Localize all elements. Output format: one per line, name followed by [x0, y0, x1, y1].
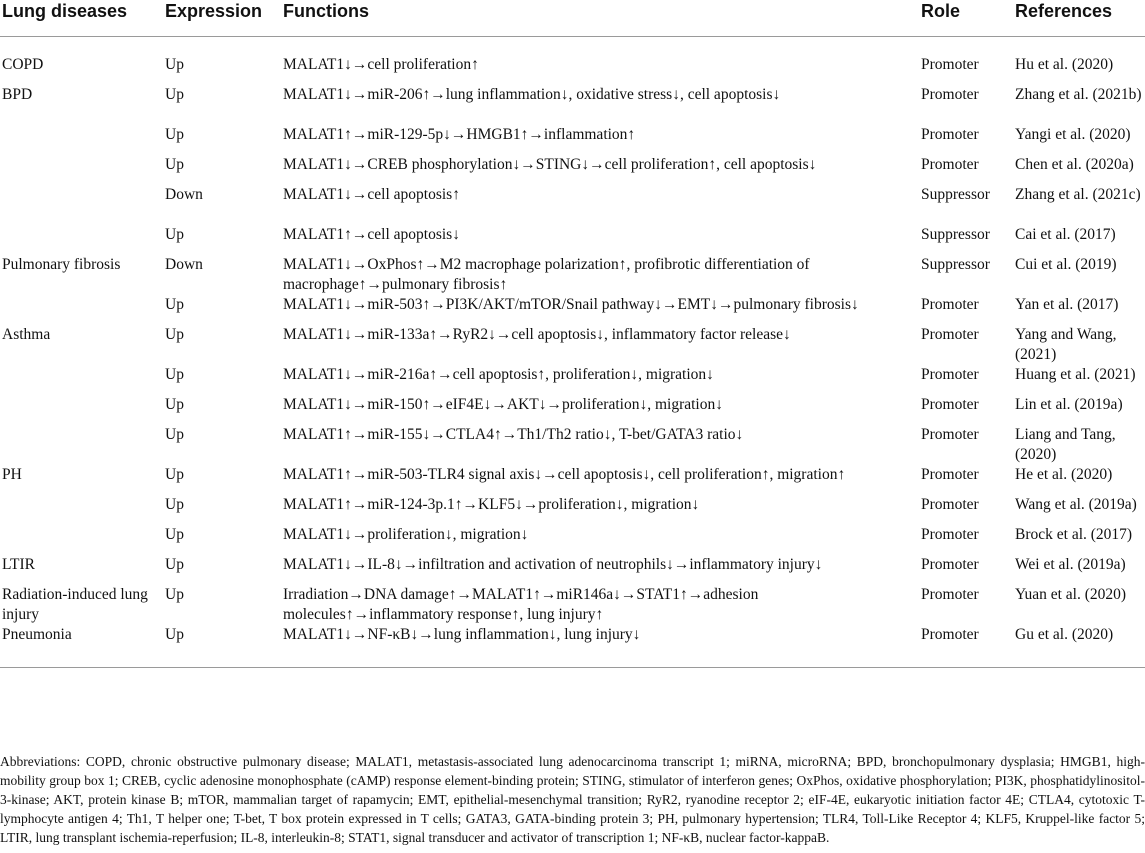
cell-lung-disease: Asthma [2, 326, 51, 343]
table-row [0, 555, 1145, 585]
cell-expression: Up [165, 156, 184, 173]
cell-reference: Lin et al. (2019a) [1015, 396, 1123, 413]
cell-functions: MALAT1↓→CREB phosphorylation↓→STING↓→cell proliferation↑, cell apoptosis↓ [283, 156, 817, 173]
cell-reference: Chen et al. (2020a) [1015, 156, 1134, 173]
cell-role: Promoter [921, 326, 979, 343]
cell-role: Promoter [921, 56, 979, 73]
cell-expression: Up [165, 526, 184, 543]
cell-role: Promoter [921, 466, 979, 483]
table-row [0, 425, 1145, 465]
cell-role: Promoter [921, 366, 979, 383]
header-references: References [1015, 1, 1113, 21]
cell-expression: Up [165, 86, 184, 103]
cell-reference: Yuan et al. (2020) [1015, 586, 1127, 603]
cell-reference: Zhang et al. (2021c) [1015, 186, 1141, 203]
table-row [0, 585, 1145, 625]
header-lung-diseases: Lung diseases [2, 1, 128, 21]
cell-lung-disease [0, 185, 163, 225]
cell-role: Suppressor [921, 186, 990, 203]
cell-reference: Yan et al. (2017) [1015, 296, 1119, 313]
cell-functions: MALAT1↓→cell proliferation↑ [283, 56, 479, 73]
cell-role: Promoter [921, 586, 979, 603]
cell-role: Promoter [921, 296, 979, 313]
table-row [0, 325, 1145, 365]
cell-expression: Up [165, 126, 184, 143]
cell-lung-disease: LTIR [2, 556, 36, 573]
cell-functions: MALAT1↑→cell apoptosis↓ [283, 226, 460, 243]
cell-functions: MALAT1↓→miR-206↑→lung inflammation↓, oxidative stress↓, cell apoptosis↓ [283, 86, 781, 103]
cell-functions: MALAT1↑→miR-129-5p↓→HMGB1↑→inflammation↑ [283, 126, 636, 143]
table-row [0, 465, 1145, 495]
cell-expression: Up [165, 366, 184, 383]
cell-role: Promoter [921, 126, 979, 143]
cell-reference: Cai et al. (2017) [1015, 226, 1116, 243]
cell-expression: Down [165, 186, 203, 203]
cell-lung-disease [0, 225, 163, 255]
cell-lung-disease: BPD [2, 86, 33, 103]
cell-expression: Up [165, 586, 184, 603]
cell-reference: Gu et al. (2020) [1015, 626, 1114, 643]
cell-expression: Up [165, 296, 184, 313]
table-row [0, 185, 1145, 225]
header-functions: Functions [283, 1, 369, 21]
table-row [0, 295, 1145, 325]
cell-expression: Up [165, 326, 184, 343]
cell-reference: Wei et al. (2019a) [1015, 556, 1126, 573]
table-row [0, 495, 1145, 525]
cell-reference: Brock et al. (2017) [1015, 526, 1133, 543]
cell-reference: Yangi et al. (2020) [1015, 126, 1131, 143]
table-row [0, 625, 1145, 668]
table-row [0, 365, 1145, 395]
cell-expression: Up [165, 626, 184, 643]
cell-reference: Yang and Wang, (2021) [1015, 326, 1117, 363]
cell-expression: Up [165, 466, 184, 483]
cell-role: Promoter [921, 526, 979, 543]
cell-functions: MALAT1↑→miR-155↓→CTLA4↑→Th1/Th2 ratio↓, T-bet/GATA3 ratio↓ [283, 426, 744, 443]
cell-role: Promoter [921, 556, 979, 573]
cell-lung-disease: COPD [2, 56, 44, 73]
cell-role: Promoter [921, 426, 979, 443]
cell-role: Suppressor [921, 226, 990, 243]
table-row [0, 37, 1145, 86]
table-header [0, 0, 1145, 37]
cell-reference: Liang and Tang, (2020) [1015, 426, 1116, 463]
table-row [0, 225, 1145, 255]
cell-lung-disease [0, 395, 163, 425]
cell-lung-disease [0, 525, 163, 555]
cell-expression: Up [165, 396, 184, 413]
cell-lung-disease: PH [2, 466, 22, 483]
cell-lung-disease: Pulmonary fibrosis [2, 256, 121, 273]
cell-lung-disease [0, 365, 163, 395]
abbreviations-footnote: Abbreviations: COPD, chronic obstructive pulmonary disease; MALAT1, metastasis-associated lung adenocarcinoma transcript 1; miRNA, microRNA; BPD, bronchopulmonary dysplasia; HMGB1, high-mobility group box 1; CREB, cyclic adenosine monophosphate (cAMP) response element-binding protein; STING, stimulator of interferon genes; OxPhos, oxidative phosphorylation; PI3K, phosphatidylinositol-3-kinase; AKT, protein kinase B; mTOR, mammalian target of rapamycin; EMT, epithelial-mesenchymal transition; RyR2, ryanodine receptor 2; eIF-4E, eukaryotic initiation factor 4E; CTLA4, cytotoxic T-lymphocyte antigen 4; Th1, T helper one; T-bet, T box protein expressed in T cells; GATA3, GATA-binding protein 3; PH, pulmonary hypertension; TLR4, Toll-Like Receptor 4; KLF5, Kruppel-like factor 5; LTIR, lung transplant ischemia-reperfusion; IL-8, interleukin-8; STAT1, signal transducer and activator of transcription 1; NF-κB, nuclear factor-kappaB. [0, 754, 1145, 845]
cell-reference: Zhang et al. (2021b) [1015, 86, 1142, 103]
cell-reference: He et al. (2020) [1015, 466, 1113, 483]
table-row [0, 255, 1145, 295]
header-row [0, 0, 1145, 37]
table-body [0, 37, 1145, 668]
cell-role: Promoter [921, 86, 979, 103]
cell-lung-disease [0, 155, 163, 185]
cell-reference: Wang et al. (2019a) [1015, 496, 1137, 513]
table-row [0, 85, 1145, 125]
cell-lung-disease [0, 425, 163, 465]
cell-lung-disease [0, 125, 163, 155]
cell-expression: Up [165, 496, 184, 513]
cell-role: Suppressor [921, 256, 990, 273]
cell-functions: MALAT1↓→miR-150↑→eIF4E↓→AKT↓→proliferation↓, migration↓ [283, 396, 723, 413]
cell-reference: Cui et al. (2019) [1015, 256, 1117, 273]
cell-functions: MALAT1↓→IL-8↓→infiltration and activation of neutrophils↓→inflammatory injury↓ [283, 556, 823, 573]
cell-role: Promoter [921, 496, 979, 513]
cell-lung-disease [0, 295, 163, 325]
cell-role: Promoter [921, 156, 979, 173]
cell-functions: MALAT1↑→miR-124-3p.1↑→KLF5↓→proliferation↓, migration↓ [283, 496, 700, 513]
cell-lung-disease: Pneumonia [2, 626, 72, 643]
cell-expression: Up [165, 426, 184, 443]
header-expression: Expression [165, 1, 263, 21]
cell-functions: MALAT1↓→NF-κB↓→lung inflammation↓, lung injury↓ [283, 626, 641, 643]
cell-expression: Up [165, 56, 184, 73]
cell-reference: Hu et al. (2020) [1015, 56, 1114, 73]
cell-functions: MALAT1↓→miR-503↑→PI3K/AKT/mTOR/Snail pathway↓→EMT↓→pulmonary fibrosis↓ [283, 296, 859, 313]
cell-expression: Down [165, 256, 203, 273]
table-row [0, 125, 1145, 155]
cell-functions: MALAT1↓→OxPhos↑→M2 macrophage polarization↑, profibrotic differentiation of macrophage↑→pulmonary fibrosis↑ [283, 256, 810, 293]
cell-functions: Irradiation→DNA damage↑→MALAT1↑→miR146a↓→STAT1↑→adhesion molecules↑→inflammatory response↑, lung injury↑ [283, 586, 759, 623]
cell-expression: Up [165, 226, 184, 243]
cell-lung-disease: Radiation-induced lung injury [2, 586, 148, 623]
cell-reference: Huang et al. (2021) [1015, 366, 1136, 383]
header-role: Role [921, 1, 961, 21]
cell-expression: Up [165, 556, 184, 573]
table-row [0, 155, 1145, 185]
cell-lung-disease [0, 495, 163, 525]
cell-functions: MALAT1↓→miR-216a↑→cell apoptosis↑, proliferation↓, migration↓ [283, 366, 714, 383]
cell-functions: MALAT1↓→cell apoptosis↑ [283, 186, 460, 203]
table-row [0, 395, 1145, 425]
cell-role: Promoter [921, 626, 979, 643]
cell-functions: MALAT1↓→proliferation↓, migration↓ [283, 526, 529, 543]
cell-functions: MALAT1↑→miR-503-TLR4 signal axis↓→cell apoptosis↓, cell proliferation↑, migration↑ [283, 466, 846, 483]
cell-functions: MALAT1↓→miR-133a↑→RyR2↓→cell apoptosis↓, inflammatory factor release↓ [283, 326, 791, 343]
table-row [0, 525, 1145, 555]
cell-role: Promoter [921, 396, 979, 413]
